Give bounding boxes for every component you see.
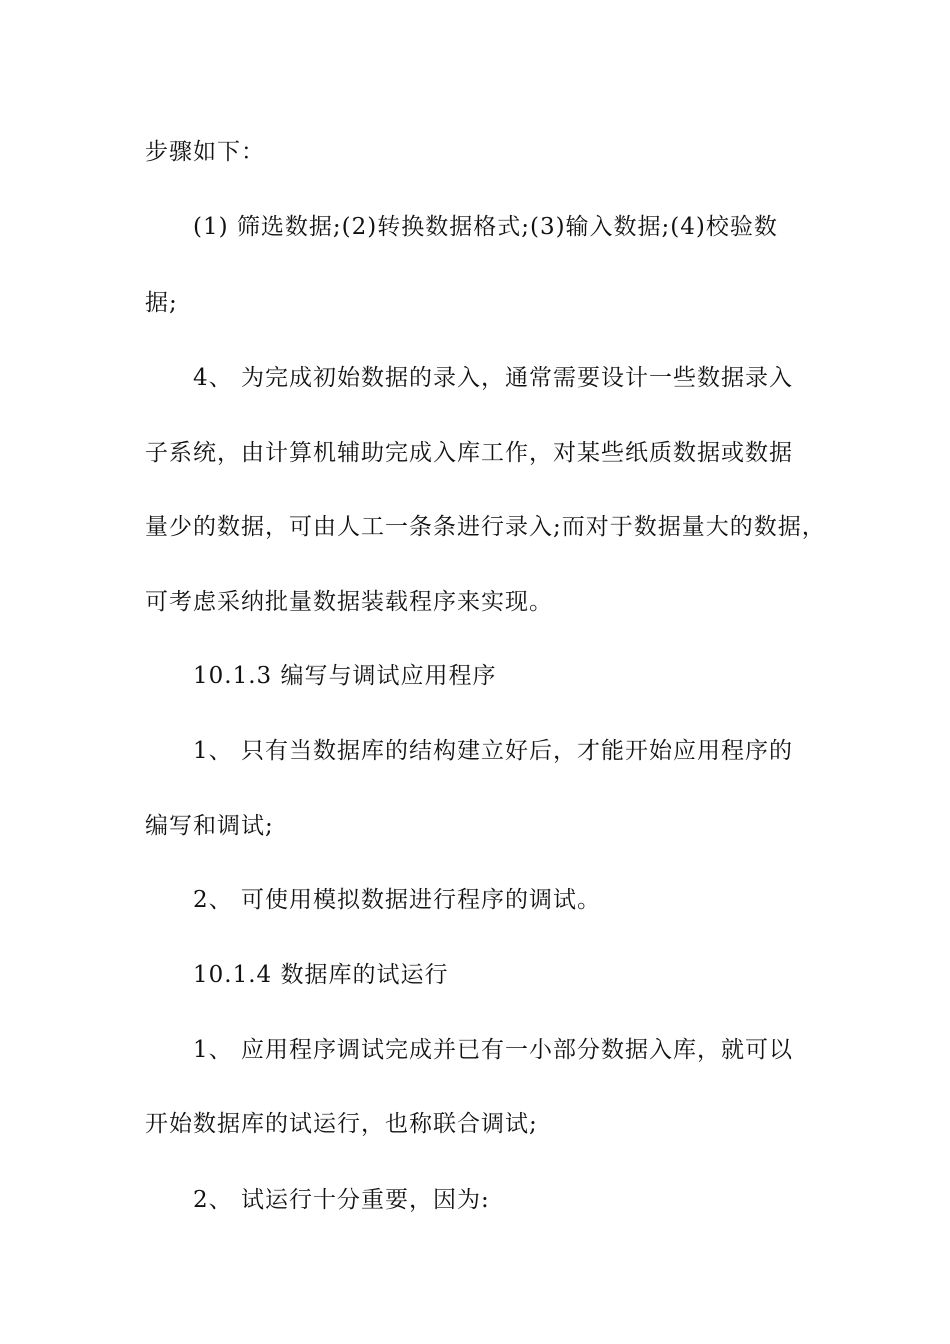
text-line: 步骤如下： [145,139,265,165]
text-line: 1、 只有当数据库的结构建立好后，才能开始应用程序的 [193,738,793,764]
text-line: 2、 可使用模拟数据进行程序的调试。 [193,887,601,913]
text-line: 4、 为完成初始数据的录入，通常需要设计一些数据录入 [193,365,793,391]
text-line: 量少的数据，可由人工一条条进行录入;而对于数据量大的数据， [145,514,826,540]
text-line: 编写和调试; [145,813,274,839]
text-line: 2、 试运行十分重要，因为: [193,1187,490,1213]
text-line: 可考虑采纳批量数据装载程序来实现。 [145,589,553,615]
section-heading: 10.1.3 编写与调试应用程序 [193,663,497,689]
text-line: 开始数据库的试运行，也称联合调试; [145,1111,538,1137]
section-heading: 10.1.4 数据库的试运行 [193,962,449,988]
text-line: 据; [145,290,178,316]
text-line: 子系统，由计算机辅助完成入库工作，对某些纸质数据或数据 [145,440,793,466]
text-line: (1) 筛选数据;(2)转换数据格式;(3)输入数据;(4)校验数 [193,214,778,240]
text-line: 1、 应用程序调试完成并已有一小部分数据入库，就可以 [193,1037,793,1063]
